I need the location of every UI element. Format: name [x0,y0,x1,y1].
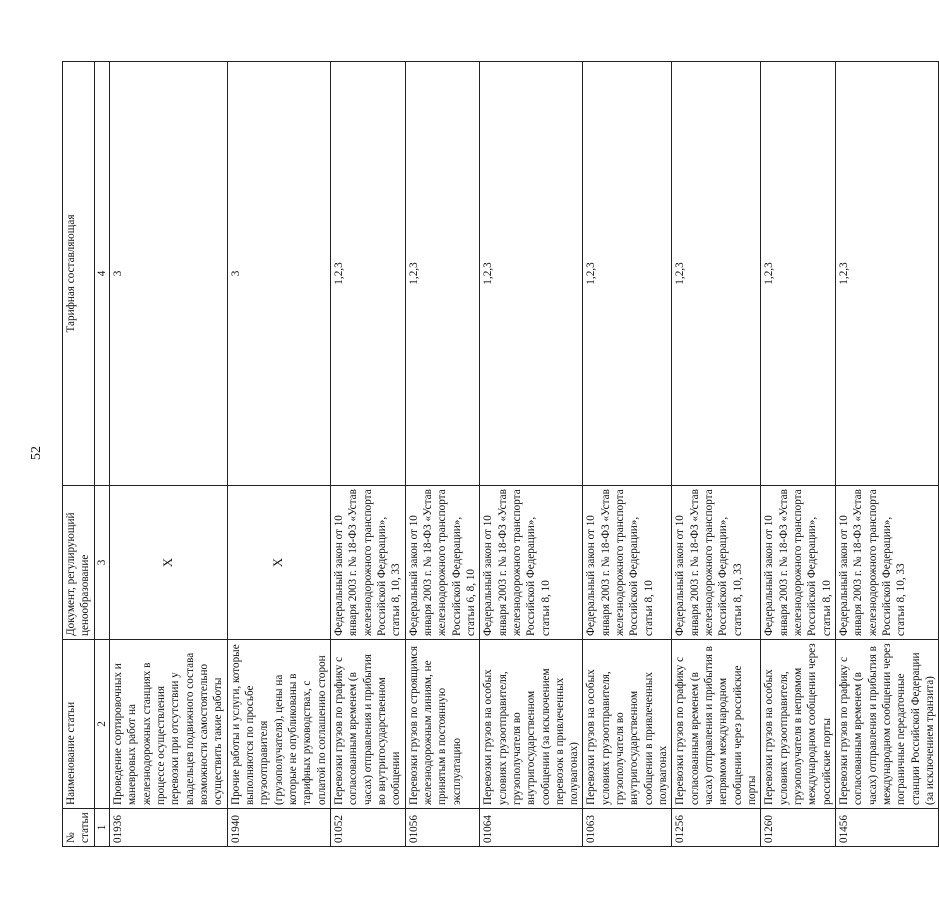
article-name: Перевозки грузов на особых условиях грузоотправителя, грузополучателя во внутригосударственном сообщении (за исключением перевозок в привлеченных полувагонах) [480,640,583,809]
tariff-component: 1,2,3 [761,62,836,486]
pricing-document: X [109,486,227,640]
tariff-component: 3 [227,62,330,486]
tariff-component: 1,2,3 [583,62,672,486]
pricing-document: Федеральный закон от 10 января 2003 г. № 18-ФЗ «Устав железнодорожного транспорта Российской Федерации», статьи 8, 10, 33 [836,486,939,640]
table-row [330,62,405,847]
article-name: Проведение сортировочных и маневровых работ на железнодорожных станциях в процессе осуществления перевозки при отсутствии у владельцев подвижного состава возможности самостоятельно осуществить такие работы [109,640,227,809]
table-row [583,62,672,847]
table-row [672,62,761,847]
article-code: 01936 [109,809,227,847]
article-name: Перевозки грузов по графику с согласованным временем (в часах) отправления и прибытия в международном сообщении через пограничные передаточные станции Российской Федерации (за исключением транзита) [836,640,939,809]
article-code: 01052 [330,809,405,847]
header-row [63,62,95,847]
column-index: 2 [94,640,109,809]
tariff-component: 1,2,3 [330,62,405,486]
column-index: 3 [94,486,109,640]
pricing-document: X [227,486,330,640]
pricing-document: Федеральный закон от 10 января 2003 г. № 18-ФЗ «Устав железнодорожного транспорта Российской Федерации», статьи 8, 10 [761,486,836,640]
header-tariff-component: Тарифная составляющая [63,62,95,486]
table-row [836,62,939,847]
pricing-document: Федеральный закон от 10 января 2003 г. № 18-ФЗ «Устав железнодорожного транспорта Российской Федерации», статьи 8, 10 [480,486,583,640]
article-code: 01064 [480,809,583,847]
pricing-table [62,61,939,847]
tariff-component: 1,2,3 [480,62,583,486]
article-code: 01256 [672,809,761,847]
table-row [405,62,480,847]
article-name: Перевозки грузов по графику с согласованным временем (в часах) отправления и прибытия во внутригосударственном сообщении [330,640,405,809]
tariff-component: 1,2,3 [672,62,761,486]
tariff-component: 1,2,3 [836,62,939,486]
article-code: 01940 [227,809,330,847]
column-index: 4 [94,62,109,486]
article-name: Прочие работы и услуги, которые выполняются по просьбе грузоотправителя (грузополучателя), цены на которые не опубликованы в тарифных руководствах, с оплатой по соглашению сторон [227,640,330,809]
tariff-component: 1,2,3 [405,62,480,486]
article-code: 01056 [405,809,480,847]
article-code: 01063 [583,809,672,847]
article-code: 01260 [761,809,836,847]
article-name: Перевозки грузов на особых условиях грузоотправителя, грузополучателя во внутригосударственном сообщении в привлеченных полувагонах [583,640,672,809]
rotated-table-container [62,62,937,847]
table-row [109,62,227,847]
table-row [227,62,330,847]
article-code: 01456 [836,809,939,847]
column-index-row [94,62,109,847]
pricing-document: Федеральный закон от 10 января 2003 г. № 18-ФЗ «Устав железнодорожного транспорта Российской Федерации», статьи 8, 10, 33 [672,486,761,640]
article-name: Перевозки грузов по графику с согласованным временем (в часах) отправления и прибытия в непрямом международном сообщении через российские порты [672,640,761,809]
article-name: Перевозки грузов по строящимся железнодорожным линиям, не принятым в постоянную эксплуатацию [405,640,480,809]
header-article-name: Наименование статьи [63,640,95,809]
pricing-document: Федеральный закон от 10 января 2003 г. № 18-ФЗ «Устав железнодорожного транспорта Российской Федерации», статьи 8, 10 [583,486,672,640]
table-row [761,62,836,847]
tariff-component: 3 [109,62,227,486]
column-index: 1 [94,809,109,847]
pricing-document: Федеральный закон от 10 января 2003 г. № 18-ФЗ «Устав железнодорожного транспорта Российской Федерации», статьи 8, 10, 33 [330,486,405,640]
pricing-document: Федеральный закон от 10 января 2003 г. № 18-ФЗ «Устав железнодорожного транспорта Российской Федерации», статьи 6, 8, 10 [405,486,480,640]
article-name: Перевозки грузов на особых условиях грузоотправителя, грузополучателя в непрямом международном сообщении через российские порты [761,640,836,809]
page-number: 52 [29,446,44,460]
table-row [480,62,583,847]
header-article-number: № статьи [63,809,95,847]
header-pricing-document: Документ, регулирующий ценообразование [63,486,95,640]
